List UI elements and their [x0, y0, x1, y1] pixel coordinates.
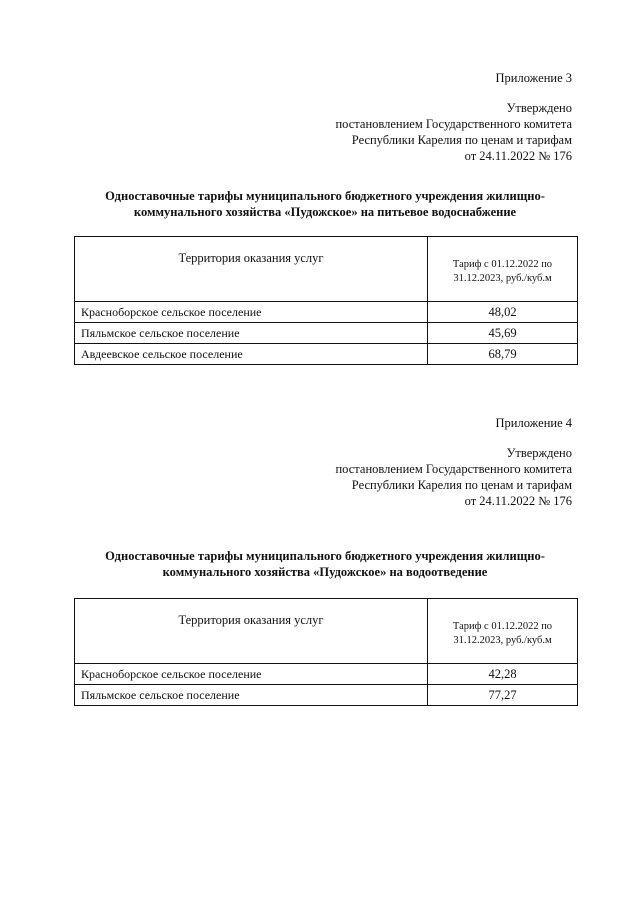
territory-cell: Авдеевское сельское поселение	[75, 344, 428, 365]
table-row	[75, 344, 578, 365]
appendix-4-label: Приложение 4	[495, 416, 572, 430]
rate-header-line-1: Тариф с 01.12.2022 по	[452, 621, 553, 632]
table-row	[75, 685, 578, 706]
approved-text: Утверждено	[506, 101, 572, 115]
column-header-territory: Территория оказания услуг	[75, 237, 428, 302]
approval-date: от 24.11.2022 № 176	[464, 149, 572, 163]
column-header-rate	[428, 599, 578, 664]
territory-cell: Пяльмское сельское поселение	[75, 323, 428, 344]
approved-text: Утверждено	[506, 446, 572, 460]
table-row	[75, 664, 578, 685]
rate-cell: 68,79	[428, 344, 578, 365]
appendix-3-label: Приложение 3	[495, 71, 572, 85]
section-3-title-line-1: Одноставочные тарифы муниципального бюджетного учреждения жилищно-	[105, 189, 545, 203]
rate-header-line-1: Тариф с 01.12.2022 по	[452, 259, 553, 270]
appendix-3-header	[335, 70, 572, 164]
approval-line-1: постановлением Государственного комитета	[335, 462, 572, 476]
section-3-title-line-2: коммунального хозяйства «Пудожское» на питьевое водоснабжение	[133, 205, 517, 219]
table-row	[75, 323, 578, 344]
territory-cell: Красноборское сельское поселение	[75, 302, 428, 323]
approval-line-2: Республики Карелия по ценам и тарифам	[351, 478, 572, 492]
section-4-title	[70, 548, 580, 580]
rate-cell: 77,27	[428, 685, 578, 706]
section-3-title	[70, 188, 580, 220]
rate-cell: 48,02	[428, 302, 578, 323]
column-header-territory: Территория оказания услуг	[75, 599, 428, 664]
appendix-4-header	[335, 415, 572, 509]
table-header-row	[75, 599, 578, 664]
column-header-rate	[428, 237, 578, 302]
approval-line-2: Республики Карелия по ценам и тарифам	[351, 133, 572, 147]
approval-date: от 24.11.2022 № 176	[464, 494, 572, 508]
territory-cell: Красноборское сельское поселение	[75, 664, 428, 685]
tariff-table-water-supply	[74, 236, 578, 365]
approval-line-1: постановлением Государственного комитета	[335, 117, 572, 131]
rate-header-line-2: 31.12.2023, руб./куб.м	[453, 635, 552, 646]
rate-header-line-2: 31.12.2023, руб./куб.м	[453, 273, 552, 284]
tariff-table-wastewater	[74, 598, 578, 706]
section-4-title-line-2: коммунального хозяйства «Пудожское» на водоотведение	[162, 565, 488, 579]
section-4-title-line-1: Одноставочные тарифы муниципального бюджетного учреждения жилищно-	[105, 549, 545, 563]
table-row	[75, 302, 578, 323]
rate-cell: 42,28	[428, 664, 578, 685]
table-header-row	[75, 237, 578, 302]
rate-cell: 45,69	[428, 323, 578, 344]
territory-cell: Пяльмское сельское поселение	[75, 685, 428, 706]
